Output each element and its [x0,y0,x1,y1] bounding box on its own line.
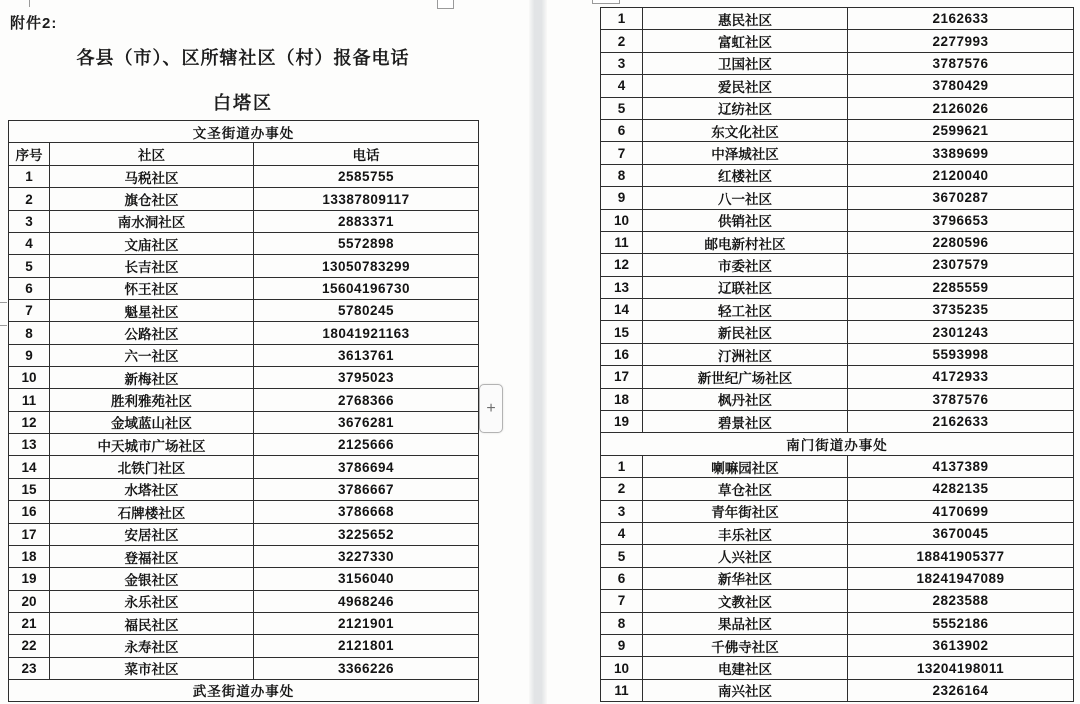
community-name-cell: 永寿社区 [50,635,254,657]
phone-number-cell: 4170699 [848,500,1074,522]
table-row [601,679,1074,701]
community-name-cell: 卫国社区 [643,52,848,74]
community-name-cell: 枫丹社区 [643,388,848,410]
phone-number-cell: 2823588 [848,590,1074,612]
crop-remnant-line [29,0,30,7]
table-row [601,634,1074,656]
phone-number-cell: 13387809117 [254,188,479,210]
phone-number-cell: 3670287 [848,187,1074,209]
community-name-cell: 新华社区 [643,567,848,589]
row-number-cell: 11 [601,679,643,701]
row-number-cell: 11 [601,231,643,253]
community-name-cell: 红楼社区 [643,164,848,186]
phone-number-cell: 2301243 [848,321,1074,343]
community-name-cell: 果品社区 [643,612,848,634]
phone-number-cell: 2162633 [848,8,1074,30]
table-row [601,522,1074,544]
section-header-row [9,121,479,143]
table-row [9,277,479,299]
community-name-cell: 马税社区 [50,166,254,188]
community-name-cell: 南水洞社区 [50,210,254,232]
table-row [9,411,479,433]
row-number-cell: 7 [601,142,643,164]
table-row [601,388,1074,410]
phone-number-cell: 2280596 [848,231,1074,253]
table-row [9,478,479,500]
phone-number-cell: 4172933 [848,366,1074,388]
row-number-cell: 8 [601,612,643,634]
phone-number-cell: 13050783299 [254,255,479,277]
phone-number-cell: 18241947089 [848,567,1074,589]
row-number-cell: 7 [601,590,643,612]
row-number-cell: 1 [601,455,643,477]
community-name-cell: 文教社区 [643,590,848,612]
table-row [601,97,1074,119]
table-row [601,343,1074,365]
table-row [9,635,479,657]
row-number-cell: 17 [9,523,50,545]
row-number-cell: 12 [9,411,50,433]
community-name-cell: 丰乐社区 [643,522,848,544]
section-header-row [601,433,1074,455]
row-number-cell: 3 [601,500,643,522]
table-row [601,545,1074,567]
community-name-cell: 八一社区 [643,187,848,209]
phone-number-cell: 2599621 [848,119,1074,141]
phone-number-cell: 2285559 [848,276,1074,298]
community-name-cell: 人兴社区 [643,545,848,567]
row-number-cell: 5 [601,97,643,119]
row-number-cell: 14 [601,299,643,321]
phone-number-cell: 4282135 [848,478,1074,500]
table-row [601,612,1074,634]
row-number-cell: 13 [601,276,643,298]
row-number-cell: 21 [9,612,50,634]
community-name-cell: 北铁门社区 [50,456,254,478]
community-name-cell: 千佛寺社区 [643,634,848,656]
row-number-cell: 19 [601,411,643,433]
row-number-cell: 13 [9,434,50,456]
table-row [601,231,1074,253]
table-row [601,75,1074,97]
community-name-cell: 安居社区 [50,523,254,545]
phone-number-cell: 18841905377 [848,545,1074,567]
community-name-cell: 电建社区 [643,657,848,679]
row-number-cell: 10 [601,209,643,231]
community-name-cell: 菜市社区 [50,657,254,679]
row-number-cell: 2 [601,30,643,52]
phone-number-cell: 3795023 [254,367,479,389]
phone-number-cell: 2326164 [848,679,1074,701]
table-row [601,276,1074,298]
table-row [9,501,479,523]
row-number-cell: 10 [9,367,50,389]
table-row [601,254,1074,276]
phone-number-cell: 3156040 [254,568,479,590]
row-number-cell: 17 [601,366,643,388]
table-row [601,366,1074,388]
community-name-cell: 登福社区 [50,545,254,567]
phone-number-cell: 3613761 [254,344,479,366]
table-row [601,478,1074,500]
column-header-row [9,143,479,166]
row-number-cell: 12 [601,254,643,276]
phone-number-cell: 3786668 [254,501,479,523]
phone-number-cell: 3670045 [848,522,1074,544]
row-number-cell: 15 [9,478,50,500]
row-number-cell: 11 [9,389,50,411]
table-row [9,545,479,567]
phone-number-cell: 2585755 [254,166,479,188]
row-number-cell: 9 [9,344,50,366]
community-name-cell: 市委社区 [643,254,848,276]
column-header-community: 社区 [50,143,254,166]
phone-number-cell: 2120040 [848,164,1074,186]
row-number-cell: 16 [9,501,50,523]
crop-remnant-tick [0,325,7,326]
phone-number-cell: 2307579 [848,254,1074,276]
community-name-cell: 爱民社区 [643,75,848,97]
phone-number-cell: 3780429 [848,75,1074,97]
phone-number-cell: 3786667 [254,478,479,500]
community-name-cell: 福民社区 [50,612,254,634]
row-number-cell: 9 [601,187,643,209]
community-name-cell: 惠民社区 [643,8,848,30]
column-header-phone: 电话 [254,143,479,166]
row-number-cell: 6 [601,119,643,141]
row-number-cell: 6 [601,567,643,589]
phone-number-cell: 2768366 [254,389,479,411]
community-name-cell: 石牌楼社区 [50,501,254,523]
phone-number-cell: 4968246 [254,590,479,612]
table-row [9,434,479,456]
phone-number-cell: 3786694 [254,456,479,478]
community-name-cell: 富虹社区 [643,30,848,52]
phone-number-cell: 3787576 [848,388,1074,410]
row-number-cell: 16 [601,343,643,365]
section-header: 南门街道办事处 [601,433,1074,455]
table-row [601,567,1074,589]
expand-button[interactable] [479,384,503,433]
community-name-cell: 胜利雅苑社区 [50,389,254,411]
community-name-cell: 长吉社区 [50,255,254,277]
community-name-cell: 汀洲社区 [643,343,848,365]
table-row [9,456,479,478]
section-header: 武圣街道办事处 [9,679,479,701]
row-number-cell: 4 [601,75,643,97]
row-number-cell: 2 [601,478,643,500]
phone-number-cell: 2883371 [254,210,479,232]
community-name-cell: 魁星社区 [50,300,254,322]
community-name-cell: 南兴社区 [643,679,848,701]
table-row [601,142,1074,164]
phone-number-cell: 3735235 [848,299,1074,321]
attachment-label: 附件2: [10,15,58,32]
document-title: 各县（市）、区所辖社区（村）报备电话 [76,48,410,68]
row-number-cell: 10 [601,657,643,679]
table-body [601,455,1074,701]
community-name-cell: 怀王社区 [50,277,254,299]
page-gutter [529,0,547,704]
phone-number-cell: 3227330 [254,545,479,567]
phone-number-cell: 5572898 [254,233,479,255]
phone-number-cell: 5593998 [848,343,1074,365]
table-row [9,612,479,634]
table-row [9,322,479,344]
row-number-cell: 3 [9,210,50,232]
phone-number-cell: 2125666 [254,434,479,456]
community-name-cell: 新世纪广场社区 [643,366,848,388]
community-name-cell: 中泽城社区 [643,142,848,164]
phone-number-cell: 2126026 [848,97,1074,119]
table-row [601,590,1074,612]
phone-number-cell: 3787576 [848,52,1074,74]
community-name-cell: 青年街社区 [643,500,848,522]
table-body [9,166,479,680]
table-row [9,233,479,255]
phone-number-cell: 3225652 [254,523,479,545]
table-row [9,188,479,210]
table-row [601,657,1074,679]
section-footer-row [9,679,479,701]
crop-remnant-box [437,0,454,9]
community-phone-table-right [600,7,1074,702]
phone-number-cell: 2162633 [848,411,1074,433]
phone-number-cell: 3389699 [848,142,1074,164]
community-name-cell: 辽纺社区 [643,97,848,119]
community-name-cell: 水塔社区 [50,478,254,500]
community-name-cell: 新民社区 [643,321,848,343]
crop-remnant-box [592,0,620,4]
table-row [9,523,479,545]
phone-number-cell: 18041921163 [254,322,479,344]
table-row [9,210,479,232]
table-row [601,321,1074,343]
row-number-cell: 19 [9,568,50,590]
community-name-cell: 草仓社区 [643,478,848,500]
phone-number-cell: 2277993 [848,30,1074,52]
community-name-cell: 供销社区 [643,209,848,231]
phone-number-cell: 3613902 [848,634,1074,656]
table-body [601,8,1074,433]
table-row [601,164,1074,186]
phone-number-cell: 15604196730 [254,277,479,299]
table-row [601,119,1074,141]
phone-number-cell: 2121801 [254,635,479,657]
table-row [601,209,1074,231]
table-row [601,30,1074,52]
community-name-cell: 金银社区 [50,568,254,590]
community-name-cell: 碧景社区 [643,411,848,433]
table-row [9,389,479,411]
community-name-cell: 轻工社区 [643,299,848,321]
crop-remnant-tick [0,302,7,303]
phone-number-cell: 2121901 [254,612,479,634]
row-number-cell: 18 [9,545,50,567]
table-row [601,52,1074,74]
row-number-cell: 1 [9,166,50,188]
phone-number-cell: 4137389 [848,455,1074,477]
table-row [9,300,479,322]
phone-number-cell: 3796653 [848,209,1074,231]
table-row [9,166,479,188]
table-row [9,255,479,277]
community-name-cell: 文庙社区 [50,233,254,255]
row-number-cell: 4 [9,233,50,255]
row-number-cell: 5 [601,545,643,567]
row-number-cell: 15 [601,321,643,343]
column-header-index: 序号 [9,143,50,166]
community-name-cell: 中天城市广场社区 [50,434,254,456]
row-number-cell: 2 [9,188,50,210]
row-number-cell: 5 [9,255,50,277]
phone-number-cell: 3366226 [254,657,479,679]
community-name-cell: 邮电新村社区 [643,231,848,253]
row-number-cell: 9 [601,634,643,656]
table-row [601,411,1074,433]
phone-number-cell: 5780245 [254,300,479,322]
table-row [9,344,479,366]
community-name-cell: 永乐社区 [50,590,254,612]
community-name-cell: 旗仓社区 [50,188,254,210]
row-number-cell: 1 [601,8,643,30]
table-row [601,8,1074,30]
table-row [601,500,1074,522]
row-number-cell: 20 [9,590,50,612]
plus-icon: + [486,399,496,417]
table-row [9,590,479,612]
community-phone-table-left [8,120,479,702]
community-name-cell: 喇嘛园社区 [643,455,848,477]
row-number-cell: 3 [601,52,643,74]
district-heading: 白塔区 [213,93,273,113]
community-name-cell: 金域蓝山社区 [50,411,254,433]
community-name-cell: 公路社区 [50,322,254,344]
row-number-cell: 4 [601,522,643,544]
section-header: 文圣街道办事处 [9,121,479,143]
table-row [9,657,479,679]
table-row [9,568,479,590]
row-number-cell: 22 [9,635,50,657]
community-name-cell: 新梅社区 [50,367,254,389]
community-name-cell: 辽联社区 [643,276,848,298]
community-name-cell: 六一社区 [50,344,254,366]
row-number-cell: 7 [9,300,50,322]
row-number-cell: 8 [9,322,50,344]
row-number-cell: 6 [9,277,50,299]
community-name-cell: 东文化社区 [643,119,848,141]
table-row [601,299,1074,321]
row-number-cell: 23 [9,657,50,679]
table-row [601,455,1074,477]
row-number-cell: 8 [601,164,643,186]
phone-number-cell: 13204198011 [848,657,1074,679]
row-number-cell: 14 [9,456,50,478]
table-row [601,187,1074,209]
phone-number-cell: 3676281 [254,411,479,433]
phone-number-cell: 5552186 [848,612,1074,634]
row-number-cell: 18 [601,388,643,410]
table-row [9,367,479,389]
